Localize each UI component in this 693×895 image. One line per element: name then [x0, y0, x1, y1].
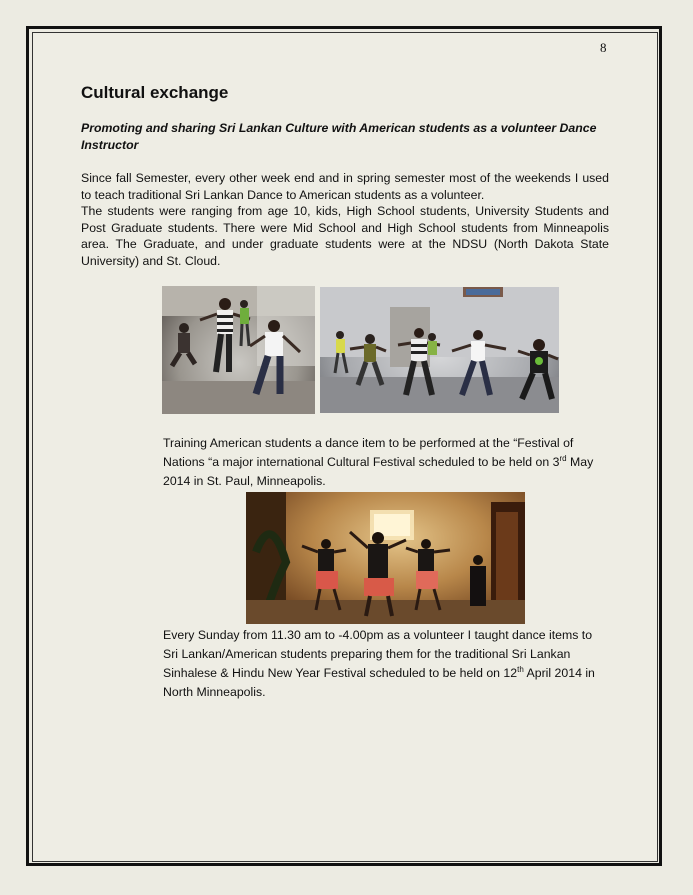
- dance-training-photo-2: [320, 287, 559, 413]
- paragraph-students: The students were ranging from age 10, kids, High School students, University Students and Post Graduate students. There were Mid School and High School students from Minneapolis area. The Graduate, and under graduate students were at the NDSU (North Dakota State University) and St. Cloud.: [81, 204, 609, 268]
- section-subheading: Promoting and sharing Sri Lankan Culture with American students as a volunteer Dance Instructor: [81, 121, 597, 152]
- section-heading: Cultural exchange: [81, 83, 229, 102]
- page-number: 8: [600, 40, 607, 55]
- dance-new-year-photo: [246, 492, 525, 624]
- dance-training-photo-1: [162, 286, 315, 414]
- caption-festival-text-end: May 2014 in St. Paul, Minneapolis.: [163, 455, 594, 488]
- caption-festival-text: Training American students a dance item to be performed at the “Festival of Nations “a major international Cultural Festival scheduled to be held on 3: [163, 436, 574, 469]
- paragraph-volunteer: Since fall Semester, every other week end and in spring semester most of the weekends I used to teach traditional Sri Lankan Dance to American students as a volunteer.: [81, 171, 609, 202]
- caption-new-year-text: Every Sunday from 11.30 am to -4.00pm as a volunteer I taught dance items to Sri Lankan/American students preparing them for the traditional Sri Lankan Sinhalese & Hindu New Year Festival scheduled to be held on 12: [163, 628, 593, 680]
- caption-new-year-ordinal: th: [517, 664, 524, 674]
- caption-new-year-text-end: April 2014 in North Minneapolis.: [163, 666, 595, 699]
- caption-festival-ordinal: rd: [559, 453, 567, 463]
- caption-new-year-festival: [163, 626, 603, 702]
- caption-festival-of-nations: [163, 434, 603, 491]
